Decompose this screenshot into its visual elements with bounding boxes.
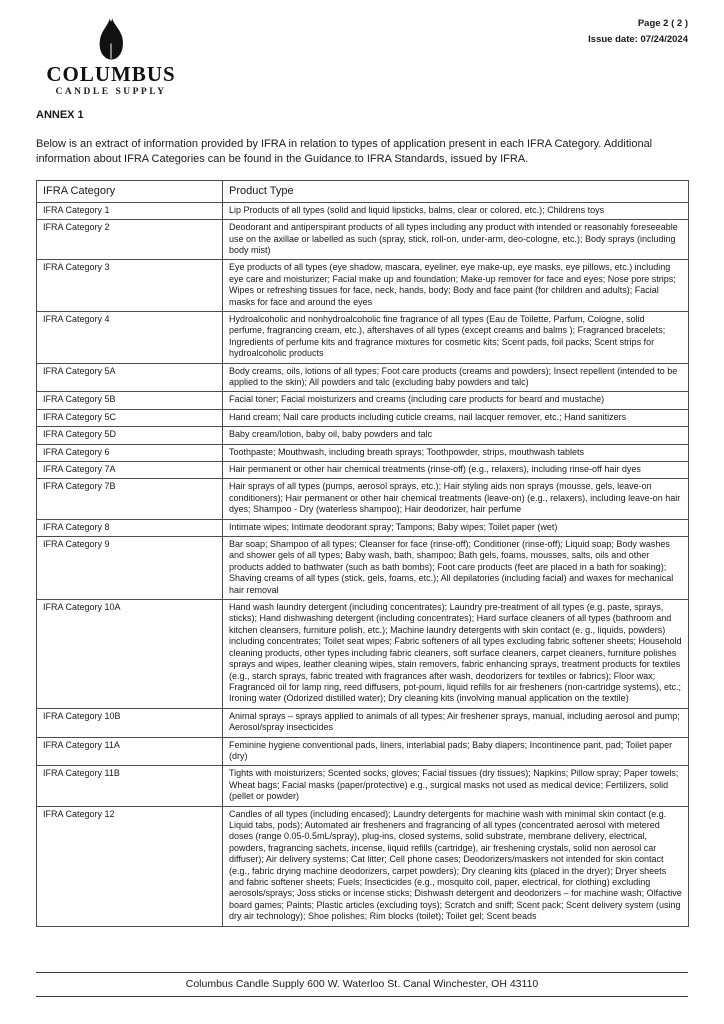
table-row (37, 427, 689, 444)
product-type-cell: Hand wash laundry detergent (including concentrates); Laundry pre-treatment of all types (e.g. paste, sprays, sticks); Hand dishwashing detergent (including concentrates); Hard surface cleaners of all types (bathroom and kitchen cleansers, furniture polish, etc.); Machine laundry detergents with skin contact (e. g., liquids, powders) including concentrates; Toilet seat wipes; Fabric softeners of all types excluding fabric softener sheets; Household cleaning products, other types including fabric cleaners, soft surface cleaners, carpet cleaners, furniture polishes sprays and wipes, leather cleaning wipes, stain removers, fabric enhancing sprays, treatment products for textiles (e.g., starch sprays, fabric treated with fragrances after wash, deodorizers for textiles or fabrics); Floor wax; Fragranced oil for lamp ring, reed diffusers, pot-pourri, liquid refills for air fresheners (non-cartridge systems), etc.; Ironing water (Odorized distilled water); Dry cleaning kits (involving manual application on the textile) (223, 600, 689, 709)
table-row (37, 806, 689, 926)
flame-icon (93, 14, 129, 64)
ifra-category-cell: IFRA Category 8 (37, 519, 223, 536)
table-row (37, 444, 689, 461)
ifra-category-cell: IFRA Category 5B (37, 392, 223, 409)
page-header (36, 14, 688, 97)
product-type-cell: Eye products of all types (eye shadow, mascara, eyeliner, eye make-up, eye masks, eye pillows, etc.) including eye care and moisturizer; Facial make up and foundation; Make-up remover for face and eyes; Nose pore strips; Wipes or refreshing tissues for face, neck, hands, body; Body and face paint (for children and adults); Facial masks for face and around the eyes (223, 260, 689, 312)
table-row (37, 363, 689, 392)
annex-title: ANNEX 1 (36, 109, 84, 121)
ifra-category-cell: IFRA Category 10A (37, 600, 223, 709)
product-type-cell: Baby cream/lotion, baby oil, baby powders and talc (223, 427, 689, 444)
ifra-category-cell: IFRA Category 5C (37, 409, 223, 426)
product-type-cell: Hair sprays of all types (pumps, aerosol sprays, etc.); Hair styling aids non sprays (mousse, gels, leave-on conditioners); Hair permanent or other hair chemical treatments (leave-on) (e.g., relaxers), including leave-on hair dyes; Shampoo - Dry (waterless shampoo); Hair deodorizer, hair perfume (223, 479, 689, 519)
footer (36, 972, 688, 997)
table-row (37, 537, 689, 600)
table-row (37, 766, 689, 806)
footer-address: Columbus Candle Supply 600 W. Waterloo St. Canal Winchester, OH 43110 (185, 978, 539, 990)
ifra-category-cell: IFRA Category 3 (37, 260, 223, 312)
ifra-category-cell: IFRA Category 7A (37, 462, 223, 479)
ifra-category-cell: IFRA Category 11A (37, 737, 223, 766)
column-header-ifra-category: IFRA Category (37, 180, 223, 202)
product-type-cell: Hand cream; Nail care products including cuticle creams, nail lacquer remover, etc.; Hand sanitizers (223, 409, 689, 426)
product-type-cell: Candles of all types (including encased); Laundry detergents for machine wash with minimal skin contact (e.g. Liquid tabs, pods); Automated air fresheners and fragrancing of all types (concentrated aerosol with metered doses (range 0.05-0.5mL/spray), plug-ins, closed systems, solid substrate, membrane delivery, electrical, powders, fragrancing sachets, incense, liquid refills (cartridge), air freshening crystals, solid non aerosol car diffuser); Air delivery systems; Cat litter; Cell phone cases; Deodorizers/maskers not intended for skin contact (e.g., fabric drying machine deodorizers, carpet powders); Dry cleaning kits (placed in the dryer); Dryer sheets and fabric softener sheets; Fuels; Insecticides (e.g., mosquito coil, paper, electrical, for clothing) excluding aerosols/sprays; Joss sticks or incense sticks; Dishwash detergent and deodorizers – for machine wash; Olfactive board games; Paints; Plastic articles (excluding toys); Scratch and sniff; Scent pack; Scent delivery system (using dry air technology); Shoe polishes; Rim blocks (toilet); Toilet gel; Scent beads (223, 806, 689, 926)
product-type-cell: Deodorant and antiperspirant products of all types including any product with intended or reasonably foreseeable use on the axillae or labelled as such (spray, stick, roll-on, under-arm, deo-cologne, etc.); Body sprays (including body mist) (223, 220, 689, 260)
table-row (37, 519, 689, 536)
table-row (37, 708, 689, 737)
ifra-category-cell: IFRA Category 5A (37, 363, 223, 392)
product-type-cell: Hair permanent or other hair chemical treatments (rinse-off) (e.g., relaxers), including rinse-off hair dyes (223, 462, 689, 479)
ifra-category-cell: IFRA Category 7B (37, 479, 223, 519)
product-type-cell: Intimate wipes; Intimate deodorant spray; Tampons; Baby wipes; Toilet paper (wet) (223, 519, 689, 536)
product-type-cell: Body creams, oils, lotions of all types; Foot care products (creams and powders); Insect repellent (intended to be applied to the skin); All powders and talc (excluding baby powders and talc) (223, 363, 689, 392)
product-type-cell: Feminine hygiene conventional pads, liners, interlabial pads; Baby diapers; Incontinence pant, pad; Toilet paper (dry) (223, 737, 689, 766)
table-row (37, 202, 689, 219)
logo-name: COLUMBUS (46, 62, 176, 86)
ifra-category-cell: IFRA Category 10B (37, 708, 223, 737)
intro-paragraph: Below is an extract of information provided by IFRA in relation to types of application present in each IFRA Category. Additional information about IFRA Categories can be found in the Guidance to IFRA Standards, issued by IFRA. (36, 138, 653, 165)
ifra-category-cell: IFRA Category 2 (37, 220, 223, 260)
table-row (37, 220, 689, 260)
table-row (37, 260, 689, 312)
table-row (37, 479, 689, 519)
issue-date-label: Issue date: 07/24/2024 (588, 34, 688, 46)
table-header-row (37, 180, 689, 202)
table-row (37, 600, 689, 709)
ifra-category-cell: IFRA Category 1 (37, 202, 223, 219)
table-row (37, 462, 689, 479)
ifra-category-cell: IFRA Category 12 (37, 806, 223, 926)
ifra-category-cell: IFRA Category 6 (37, 444, 223, 461)
ifra-category-cell: IFRA Category 11B (37, 766, 223, 806)
table-row (37, 409, 689, 426)
table-row (37, 392, 689, 409)
product-type-cell: Bar soap; Shampoo of all types; Cleanser for face (rinse-off); Conditioner (rinse-off); Liquid soap; Body washes and shower gels of all types; Baby wash, bath, shampoo; Bath gels, foams, mousses, salts, oils and other products added to bathwater (such as bath bombs); Foot care products (feet are placed in a bath for soaking); Shaving creams of all types (stick, gels, foams, etc.); All depilatories (including facial) and waxes for mechanical hair removal (223, 537, 689, 600)
ifra-category-table (36, 180, 689, 927)
logo-subtitle: CANDLE SUPPLY (55, 87, 167, 97)
product-type-cell: Facial toner; Facial moisturizers and creams (including care products for beard and mustache) (223, 392, 689, 409)
company-logo (46, 14, 176, 97)
table-row (37, 311, 689, 363)
product-type-cell: Toothpaste; Mouthwash, including breath sprays; Toothpowder, strips, mouthwash tablets (223, 444, 689, 461)
product-type-cell: Hydroalcoholic and nonhydroalcoholic fine fragrance of all types (Eau de Toilette, Parfum, Cologne, solid perfume, fragrancing cream, etc.), aftershaves of all types (except creams and balms ); Fragranced bracelets; Ingredients of perfume kits and fragrance mixtures for cosmetic kits; Scent pads, foil packs; Scent strips for hydroalcoholic products (223, 311, 689, 363)
column-header-product-type: Product Type (223, 180, 689, 202)
table-row (37, 737, 689, 766)
ifra-category-cell: IFRA Category 5D (37, 427, 223, 444)
ifra-category-cell: IFRA Category 4 (37, 311, 223, 363)
product-type-cell: Lip Products of all types (solid and liquid lipsticks, balms, clear or colored, etc.); Childrens toys (223, 202, 689, 219)
product-type-cell: Tights with moisturizers; Scented socks, gloves; Facial tissues (dry tissues); Napkins; Pillow spray; Paper towels; Wheat bags; Facial masks (paper/protective) e.g., surgical masks not used as medical device; Fertilizers, solid (pellet or powder) (223, 766, 689, 806)
ifra-table-body (37, 202, 689, 926)
page-number-label: Page 2 ( 2 ) (637, 18, 688, 29)
product-type-cell: Animal sprays – sprays applied to animals of all types; Air freshener sprays, manual, including aerosol and pump; Aerosol/spray insecticides (223, 708, 689, 737)
page-meta (588, 14, 688, 48)
ifra-category-cell: IFRA Category 9 (37, 537, 223, 600)
